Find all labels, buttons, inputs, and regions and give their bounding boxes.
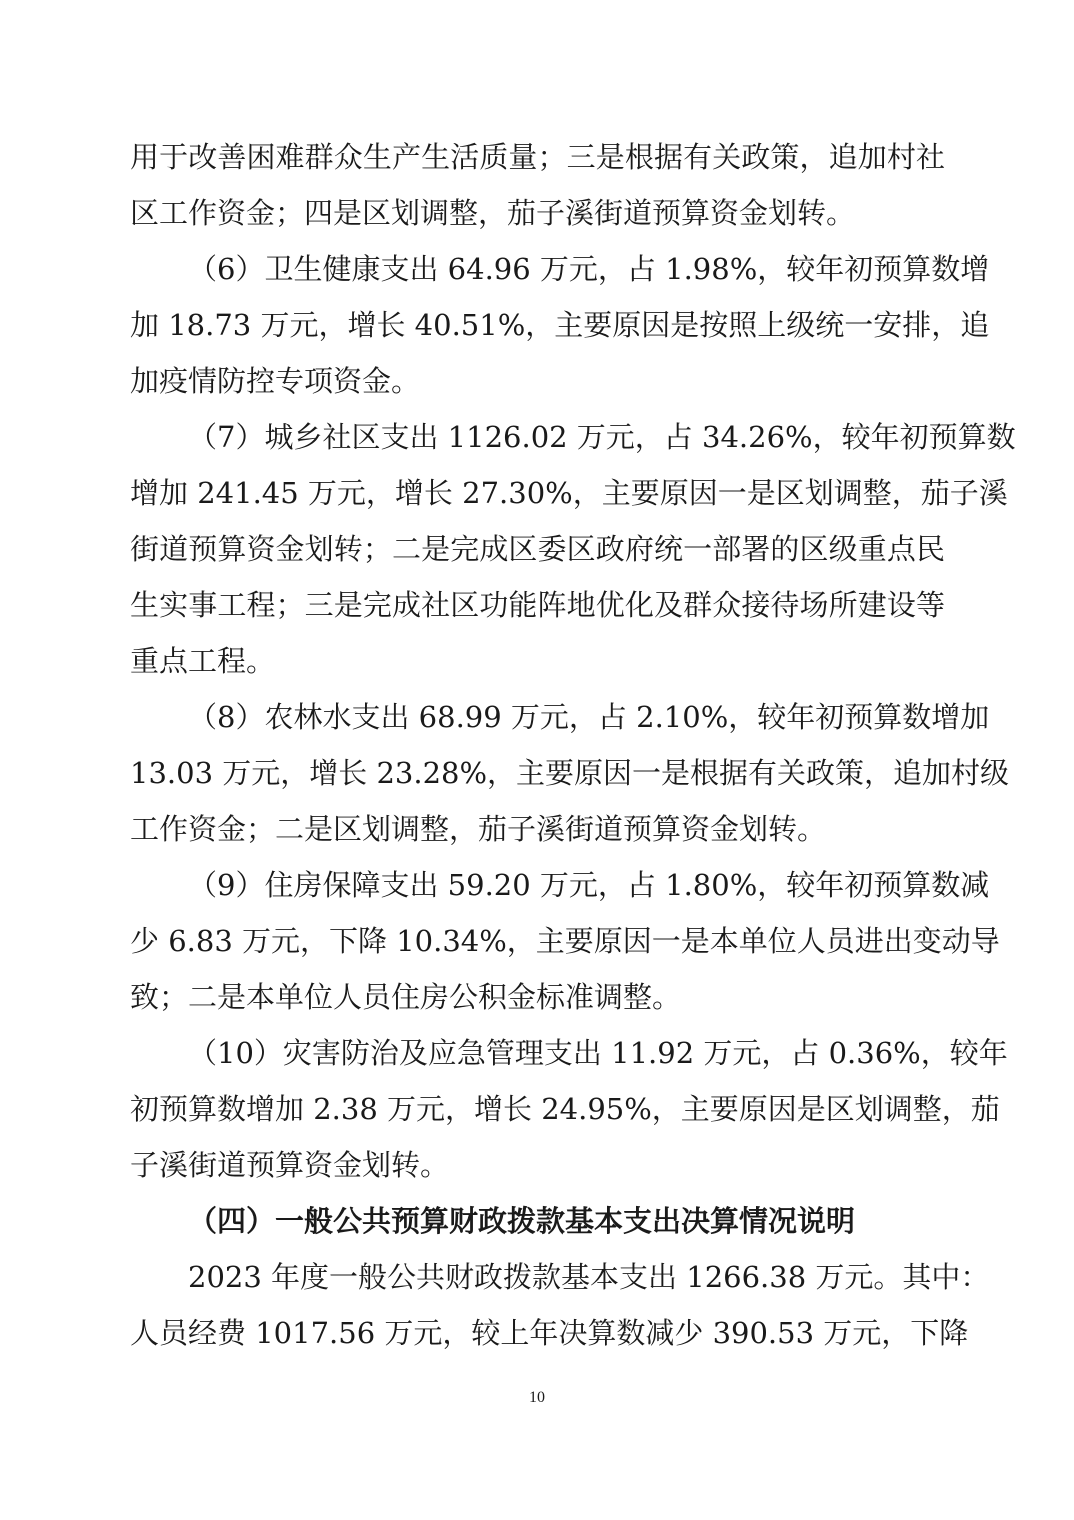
page-number: 10 xyxy=(529,1389,545,1406)
text-line: 初预算数增加 2.38 万元，增长 24.95%，主要原因是区划调整，茄 xyxy=(130,1092,1000,1126)
text-line: 增加 241.45 万元，增长 27.30%，主要原因一是区划调整，茄子溪 xyxy=(130,476,1008,510)
text-line: 工作资金；二是区划调整，茄子溪街道预算资金划转。 xyxy=(130,812,827,846)
text-line: 2023 年度一般公共财政拨款基本支出 1266.38 万元。其中： xyxy=(188,1260,990,1294)
text-line: 13.03 万元，增长 23.28%，主要原因一是根据有关政策，追加村级 xyxy=(130,756,1010,790)
text-line: （6）卫生健康支出 64.96 万元，占 1.98%，较年初预算数增 xyxy=(188,252,990,286)
text-line: （9）住房保障支出 59.20 万元，占 1.80%，较年初预算数减 xyxy=(188,868,990,902)
text-line: 用于改善困难群众生产生活质量；三是根据有关政策，追加村社 xyxy=(130,140,945,174)
text-line: 街道预算资金划转；二是完成区委区政府统一部署的区级重点民 xyxy=(130,532,945,566)
text-line: 子溪街道预算资金划转。 xyxy=(130,1148,450,1182)
text-line: （10）灾害防治及应急管理支出 11.92 万元，占 0.36%，较年 xyxy=(188,1036,1008,1070)
text-line: 区工作资金；四是区划调整，茄子溪街道预算资金划转。 xyxy=(130,196,856,230)
text-line: （8）农林水支出 68.99 万元，占 2.10%，较年初预算数增加 xyxy=(188,700,990,734)
text-line: 加疫情防控专项资金。 xyxy=(130,364,421,398)
text-line: 重点工程。 xyxy=(130,644,276,678)
text-line: 致；二是本单位人员住房公积金标准调整。 xyxy=(130,980,682,1014)
section-heading: （四）一般公共预算财政拨款基本支出决算情况说明 xyxy=(188,1204,856,1238)
text-line: 加 18.73 万元，增长 40.51%，主要原因是按照上级统一安排，追 xyxy=(130,308,990,342)
text-line: （7）城乡社区支出 1126.02 万元，占 34.26%，较年初预算数 xyxy=(188,420,1016,454)
text-line: 人员经费 1017.56 万元，较上年决算数减少 390.53 万元，下降 xyxy=(130,1316,969,1350)
text-line: 生实事工程；三是完成社区功能阵地优化及群众接待场所建设等 xyxy=(130,588,945,622)
text-line: 少 6.83 万元，下降 10.34%，主要原因一是本单位人员进出变动导 xyxy=(130,924,1000,958)
